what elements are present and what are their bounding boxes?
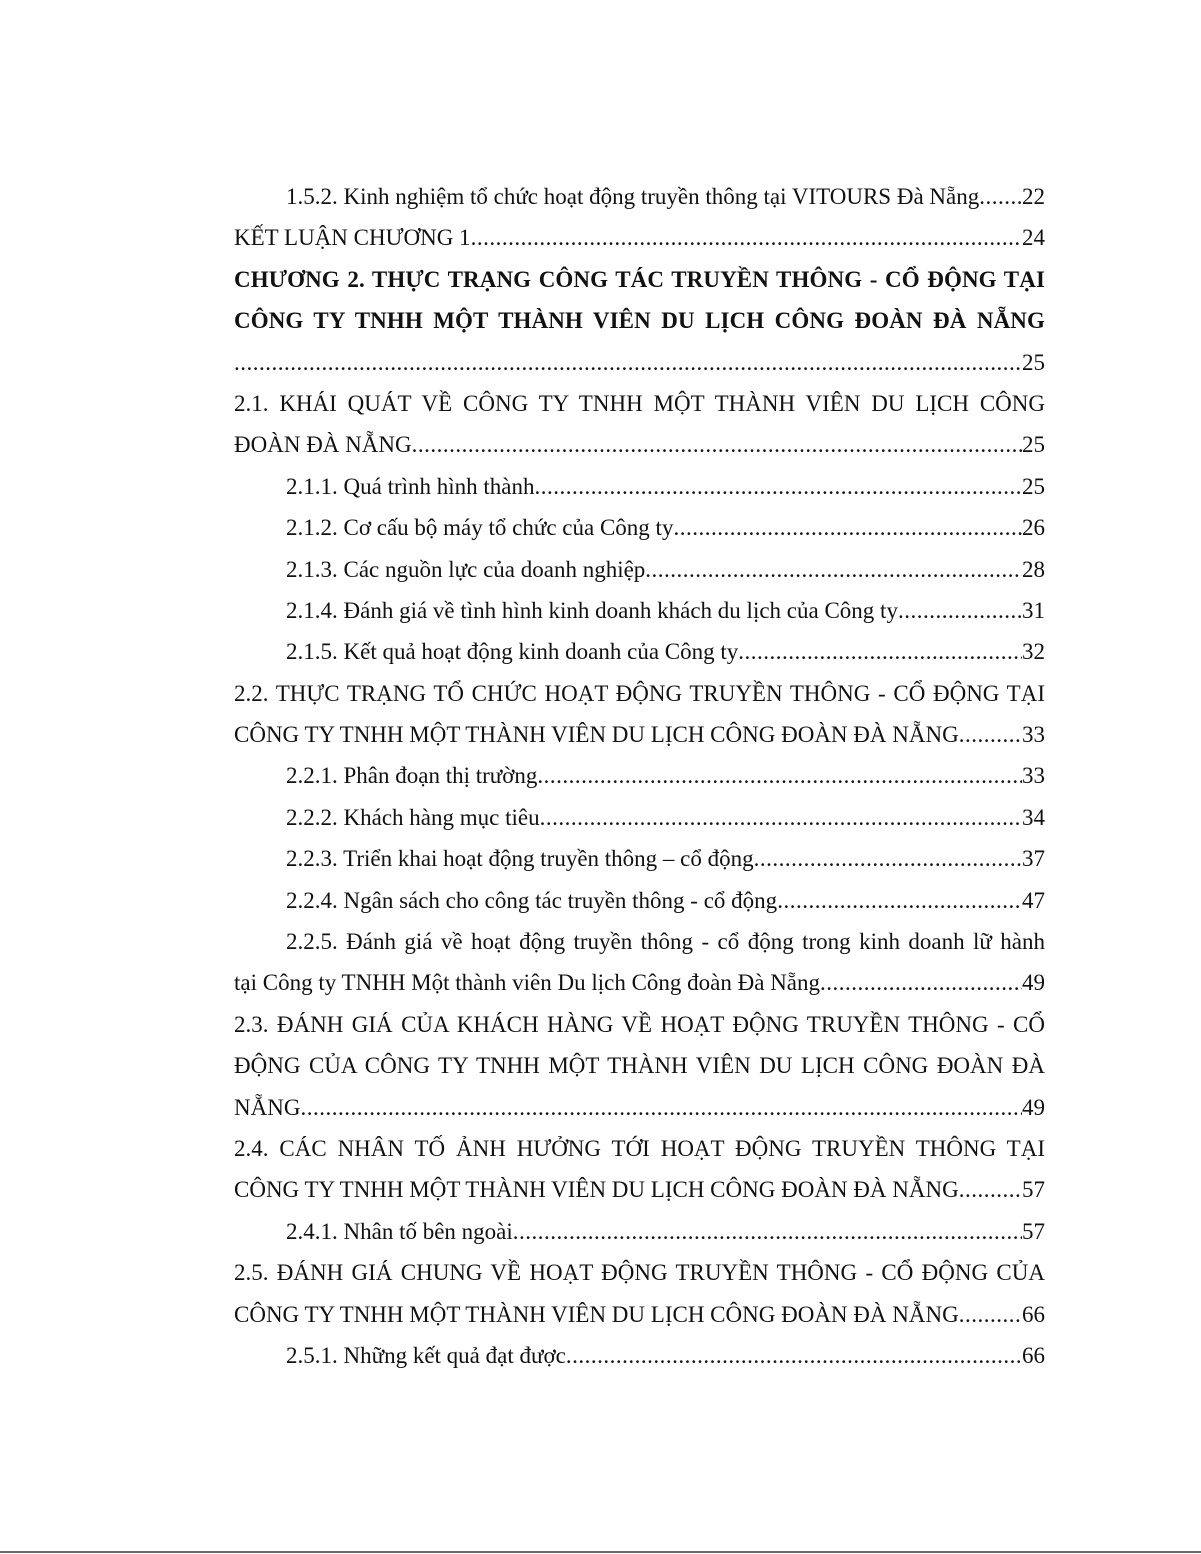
toc-entry xyxy=(234,1169,1045,1210)
toc-page-number: 66 xyxy=(1022,1342,1045,1368)
toc-entry-title: 2.1.2. Cơ cấu bộ máy tổ chức của Công ty xyxy=(286,515,674,541)
toc-page-number: 24 xyxy=(1022,225,1045,251)
toc-entry xyxy=(234,342,1045,383)
toc-entry xyxy=(234,838,1045,879)
toc-entry xyxy=(234,300,1045,341)
toc-page-number: 34 xyxy=(1022,804,1045,830)
toc-entry xyxy=(234,424,1045,465)
table-of-contents xyxy=(234,176,1045,1376)
toc-dot-leader xyxy=(537,755,1022,796)
toc-entry xyxy=(234,880,1045,921)
toc-entry xyxy=(234,1045,1045,1086)
toc-entry-title: 2.2. THỰC TRẠNG TỔ CHỨC HOẠT ĐỘNG TRUYỀN THÔNG - CỔ ĐỘNG TẠI xyxy=(234,680,1045,706)
toc-entry-title: 2.1.4. Đánh giá về tình hình kinh doanh khách du lịch của Công ty xyxy=(286,597,898,623)
toc-entry xyxy=(234,755,1045,796)
toc-entry-title: 2.1. KHÁI QUÁT VỀ CÔNG TY TNHH MỘT THÀNH VIÊN DU LỊCH CÔNG xyxy=(234,390,1045,416)
toc-page-number: 33 xyxy=(1022,763,1045,789)
toc-dot-leader xyxy=(535,466,1023,507)
toc-entry-title: KẾT LUẬN CHƯƠNG 1 xyxy=(234,225,471,251)
toc-entry xyxy=(234,259,1045,300)
toc-entry xyxy=(234,466,1045,507)
toc-entry-title: 2.5.1. Những kết quả đạt được xyxy=(286,1342,566,1368)
toc-entry-title: ĐỘNG CỦA CÔNG TY TNHH MỘT THÀNH VIÊN DU LỊCH CÔNG ĐOÀN ĐÀ xyxy=(234,1053,1045,1079)
toc-entry xyxy=(234,962,1045,1003)
toc-entry-title: CÔNG TY TNHH MỘT THÀNH VIÊN DU LỊCH CÔNG ĐOÀN ĐÀ NẴNG xyxy=(234,722,959,748)
toc-entry-title: 2.5. ĐÁNH GIÁ CHUNG VỀ HOẠT ĐỘNG TRUYỀN THÔNG - CỔ ĐỘNG CỦA xyxy=(234,1260,1045,1286)
toc-dot-leader xyxy=(738,631,1022,672)
toc-entry-title: 2.2.1. Phân đoạn thị trường xyxy=(286,763,538,789)
toc-entry-title: 2.2.5. Đánh giá về hoạt động truyền thông - cổ động trong kinh doanh lữ hành xyxy=(286,929,1045,955)
toc-page-number: 49 xyxy=(1022,1094,1045,1120)
toc-dot-leader xyxy=(513,1211,1022,1252)
toc-entry-title: 2.3. ĐÁNH GIÁ CỦA KHÁCH HÀNG VỀ HOẠT ĐỘNG TRUYỀN THÔNG - CỔ xyxy=(234,1011,1045,1037)
toc-entry xyxy=(234,1004,1045,1045)
toc-entry xyxy=(234,383,1045,424)
toc-entry xyxy=(234,1211,1045,1252)
toc-dot-leader xyxy=(820,962,1022,1003)
toc-dot-leader xyxy=(673,507,1022,548)
toc-dot-leader xyxy=(300,1087,1022,1128)
page-bottom-rule xyxy=(0,1551,1201,1553)
toc-entry xyxy=(234,507,1045,548)
toc-page-number: 25 xyxy=(1022,473,1045,499)
toc-entry xyxy=(234,1087,1045,1128)
toc-dot-leader xyxy=(412,424,1022,465)
toc-entry xyxy=(234,1335,1045,1376)
toc-entry-title: CÔNG TY TNHH MỘT THÀNH VIÊN DU LỊCH CÔNG ĐOÀN ĐÀ NẴNG xyxy=(234,1301,959,1327)
toc-dot-leader xyxy=(959,714,1022,755)
toc-entry-title: 2.2.2. Khách hàng mục tiêu xyxy=(286,804,540,830)
toc-page-number: 26 xyxy=(1022,515,1045,541)
toc-entry-title: CHƯƠNG 2. THỰC TRẠNG CÔNG TÁC TRUYỀN THÔNG - CỔ ĐỘNG TẠI xyxy=(234,266,1045,292)
toc-dot-leader xyxy=(754,838,1022,879)
toc-entry-title: 2.2.4. Ngân sách cho công tác truyền thông - cổ động xyxy=(286,887,778,913)
toc-dot-leader xyxy=(898,590,1022,631)
toc-dot-leader xyxy=(645,549,1022,590)
toc-page-number: 25 xyxy=(1022,432,1045,458)
toc-page-number: 57 xyxy=(1022,1218,1045,1244)
toc-entry-title: 2.1.3. Các nguồn lực của doanh nghiệp xyxy=(286,556,646,582)
toc-dot-leader xyxy=(234,342,1022,383)
toc-entry-title: CÔNG TY TNHH MỘT THÀNH VIÊN DU LỊCH CÔNG ĐOÀN ĐÀ NẴNG xyxy=(234,1177,959,1203)
toc-entry xyxy=(234,176,1045,217)
toc-dot-leader xyxy=(471,217,1022,258)
toc-page-number: 57 xyxy=(1022,1177,1045,1203)
toc-page-number: 32 xyxy=(1022,639,1045,665)
toc-page-number: 49 xyxy=(1022,970,1045,996)
toc-dot-leader xyxy=(959,1169,1022,1210)
toc-entry xyxy=(234,1128,1045,1169)
toc-entry-title: 2.4. CÁC NHÂN TỐ ẢNH HƯỞNG TỚI HOẠT ĐỘNG TRUYỀN THÔNG TẠI xyxy=(234,1135,1045,1161)
toc-entry xyxy=(234,797,1045,838)
toc-page-number: 33 xyxy=(1022,722,1045,748)
toc-entry xyxy=(234,631,1045,672)
toc-entry-title: 2.1.5. Kết quả hoạt động kinh doanh của Công ty xyxy=(286,639,739,665)
toc-dot-leader xyxy=(566,1335,1022,1376)
toc-dot-leader xyxy=(540,797,1022,838)
toc-entry xyxy=(234,1294,1045,1335)
toc-entry xyxy=(234,217,1045,258)
toc-entry xyxy=(234,590,1045,631)
toc-page-number: 47 xyxy=(1022,887,1045,913)
toc-entry-title: ĐOÀN ĐÀ NẴNG xyxy=(234,432,412,458)
toc-entry-title: NẴNG xyxy=(234,1094,301,1120)
toc-entry xyxy=(234,714,1045,755)
toc-entry xyxy=(234,1252,1045,1293)
toc-entry xyxy=(234,673,1045,714)
toc-page-number: 22 xyxy=(1022,184,1045,209)
toc-entry-title: 2.4.1. Nhân tố bên ngoài xyxy=(286,1218,513,1244)
toc-page-number: 28 xyxy=(1022,556,1045,582)
toc-dot-leader xyxy=(959,1294,1022,1335)
toc-entry-title: tại Công ty TNHH Một thành viên Du lịch Công đoàn Đà Nẵng xyxy=(234,970,821,996)
toc-entry-title: CÔNG TY TNHH MỘT THÀNH VIÊN DU LỊCH CÔNG ĐOÀN ĐÀ NẴNG xyxy=(234,308,1045,334)
toc-page-number: 37 xyxy=(1022,846,1045,872)
toc-dot-leader xyxy=(777,880,1022,921)
toc-entry-title: 2.2.3. Triển khai hoạt động truyền thông – cổ động xyxy=(286,846,754,872)
toc-entry-title: 2.1.1. Quá trình hình thành xyxy=(286,473,535,499)
toc-entry xyxy=(234,549,1045,590)
toc-page-number: 25 xyxy=(1022,349,1045,375)
toc-entry-title: 1.5.2. Kinh nghiệm tổ chức hoạt động truyền thông tại VITOURS Đà Nẵng xyxy=(286,184,980,209)
toc-page-number: 66 xyxy=(1022,1301,1045,1327)
toc-dot-leader xyxy=(979,176,1022,217)
toc-page-number: 31 xyxy=(1022,597,1045,623)
toc-entry xyxy=(234,921,1045,962)
